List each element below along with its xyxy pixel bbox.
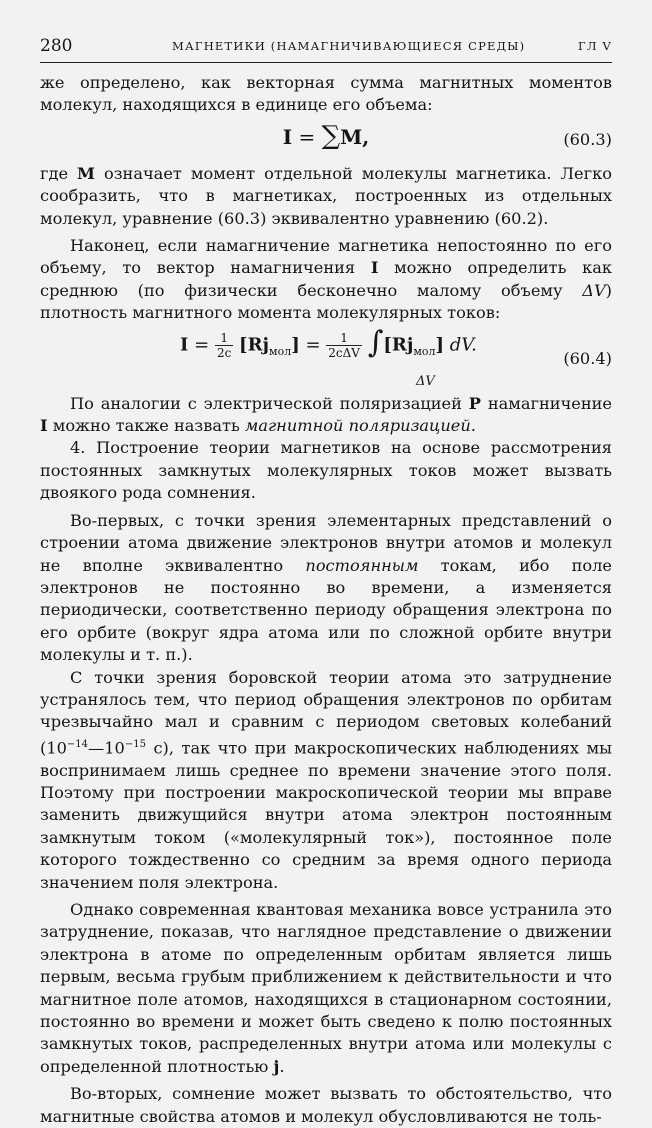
fraction-1-numerator: 1 xyxy=(215,331,233,346)
eq2-differential: dV. xyxy=(444,334,477,356)
fraction-2-denominator: 2cΔV xyxy=(328,345,360,360)
p4-d: . xyxy=(470,416,476,436)
equation-60-4-formula xyxy=(180,324,477,389)
page-header xyxy=(40,36,612,62)
p6-b: токам, ибо поле электронов не постоянно во времени, а изменяется периодически, соответственно периоду обращения электрона по его орбите (вокруг ядра атома или по сложной орбите внутри молекулы и т. п.). xyxy=(40,555,612,665)
p3-dv: ΔV xyxy=(582,280,606,300)
eq2-equals-2: = xyxy=(299,334,327,356)
subscript-2: мол xyxy=(413,344,436,358)
subscript-1: мол xyxy=(269,344,292,358)
paragraph-4 xyxy=(40,393,612,438)
eq1-equals: = xyxy=(292,124,322,149)
p7-mid: —10 xyxy=(88,738,125,758)
paragraph-5: 4. Построение теории магнетиков на основе рассмотрения постоянных замкнутых молекулярных токов может вызвать двоякого рода сомнения. xyxy=(40,438,612,503)
p2-a: где xyxy=(40,163,78,183)
p8-b: . xyxy=(279,1056,285,1076)
equation-number: (60.3) xyxy=(563,129,612,149)
p3-b: можно определить как среднюю (по физически бесконечно малому объему xyxy=(40,258,612,300)
p4-a: По аналогии с электрической поляризацией xyxy=(70,393,469,413)
header-rule xyxy=(40,62,612,63)
running-title: МАГНЕТИКИ (НАМАГНИЧИВАЮЩИЕСЯ СРЕДЫ) xyxy=(172,39,526,53)
p3-I: I xyxy=(370,258,379,278)
paragraph-1: же определено, как векторная сумма магнитных моментов молекул, находящихся в единице его объема: xyxy=(40,73,612,115)
eq1-lhs: I xyxy=(282,124,293,149)
equation-number: (60.4) xyxy=(563,348,612,368)
paragraph-6 xyxy=(40,510,612,667)
integral-domain: ΔV xyxy=(416,373,435,389)
p8-j: j xyxy=(273,1056,280,1076)
paragraph-3 xyxy=(40,235,612,325)
p2-b: означает момент отдельной молекулы магнетика. Легко сообразить, что в магнетиках, построенных из отдельных молекул, уравнение (60.3) эквивалентно уравнению (60.2). xyxy=(40,163,612,228)
fraction-2 xyxy=(326,331,362,360)
equation-60-3-formula xyxy=(40,120,612,151)
equation-60-4 xyxy=(40,325,612,393)
paragraph-7 xyxy=(40,667,612,894)
p4-I: I xyxy=(40,416,48,436)
sum-symbol: ∑ xyxy=(321,120,341,151)
paragraph-8 xyxy=(40,899,612,1078)
p7-exp-2: −15 xyxy=(124,738,146,750)
p7-a: С точки зрения боровской теории атома это затруднение устранялось тем, что период обращения электронов по орбитам чрезвычайно мал и сравним с периодом световых колебаний (10 xyxy=(40,667,612,758)
page-number: 280 xyxy=(40,36,73,56)
chapter-label: ГЛ V xyxy=(578,39,612,53)
equation-60-3 xyxy=(40,117,612,163)
p6-em: постоянным xyxy=(305,555,419,575)
p3-a: Наконец, если намагничение магнетика непостоянно по его объему, то вектор намагничения xyxy=(40,236,612,278)
p8-a: Однако современная квантовая механика вовсе устранила это затруднение, показав, что наглядное представление о движении электрона в атоме по определенным орбитам является лишь первым, весьма грубым приближением к действительности и что магнитное поле атомов, находящихся в стационарном состоянии, постоянно во времени и может быть сведено к полю постоянных замкнутых токов, распределенных внутри атома или молекулы с определенной плотностью xyxy=(40,899,612,1076)
paragraph-9: Во-вторых, сомнение может вызвать то обстоятельство, что магнитные свойства атомов и молекул обусловливаются не толь- xyxy=(40,1084,612,1126)
p6-a: Во-первых, с точки зрения элементарных представлений о строении атома движение электронов внутри атомов и молекул не вполне эквивалентно xyxy=(40,510,612,575)
bracket-1-close: ] xyxy=(291,334,300,356)
paragraph-2 xyxy=(40,163,612,230)
eq2-equals-1: = xyxy=(188,334,215,356)
bracket-1: [Rj xyxy=(239,334,270,356)
p4-b: намагничение xyxy=(480,393,613,413)
fraction-1-denominator: 2c xyxy=(216,345,232,360)
bracket-2: [Rj xyxy=(383,334,414,356)
p4-c: можно также назвать xyxy=(47,416,245,436)
p2-M: M xyxy=(77,163,95,183)
p4-em: магнитной поляризацией xyxy=(244,416,471,436)
p4-P: P xyxy=(468,393,481,413)
eq1-rhs: M, xyxy=(340,124,370,149)
integral-symbol: ∫ xyxy=(367,324,384,360)
page-body xyxy=(40,72,612,1128)
eq2-lhs: I xyxy=(180,334,189,356)
bracket-2-close: ] xyxy=(435,334,445,356)
p7-b: с), так что при макроскопических наблюдениях мы воспринимаем лишь среднее по времени значение этого поля. Поэтому при построении макроскопической теории мы вправе заменить движущийся внутри атома электрон постоянным замкнутым током («молекулярный ток»), постоянное поле которого тождественно со средним за время одного периода значением поля электрона. xyxy=(40,738,612,892)
p3-c: ) плотность магнитного момента молекулярных токов: xyxy=(40,280,612,323)
p7-exp-1: −14 xyxy=(66,738,89,750)
fraction-1 xyxy=(215,331,233,360)
fraction-2-numerator: 1 xyxy=(326,331,362,346)
